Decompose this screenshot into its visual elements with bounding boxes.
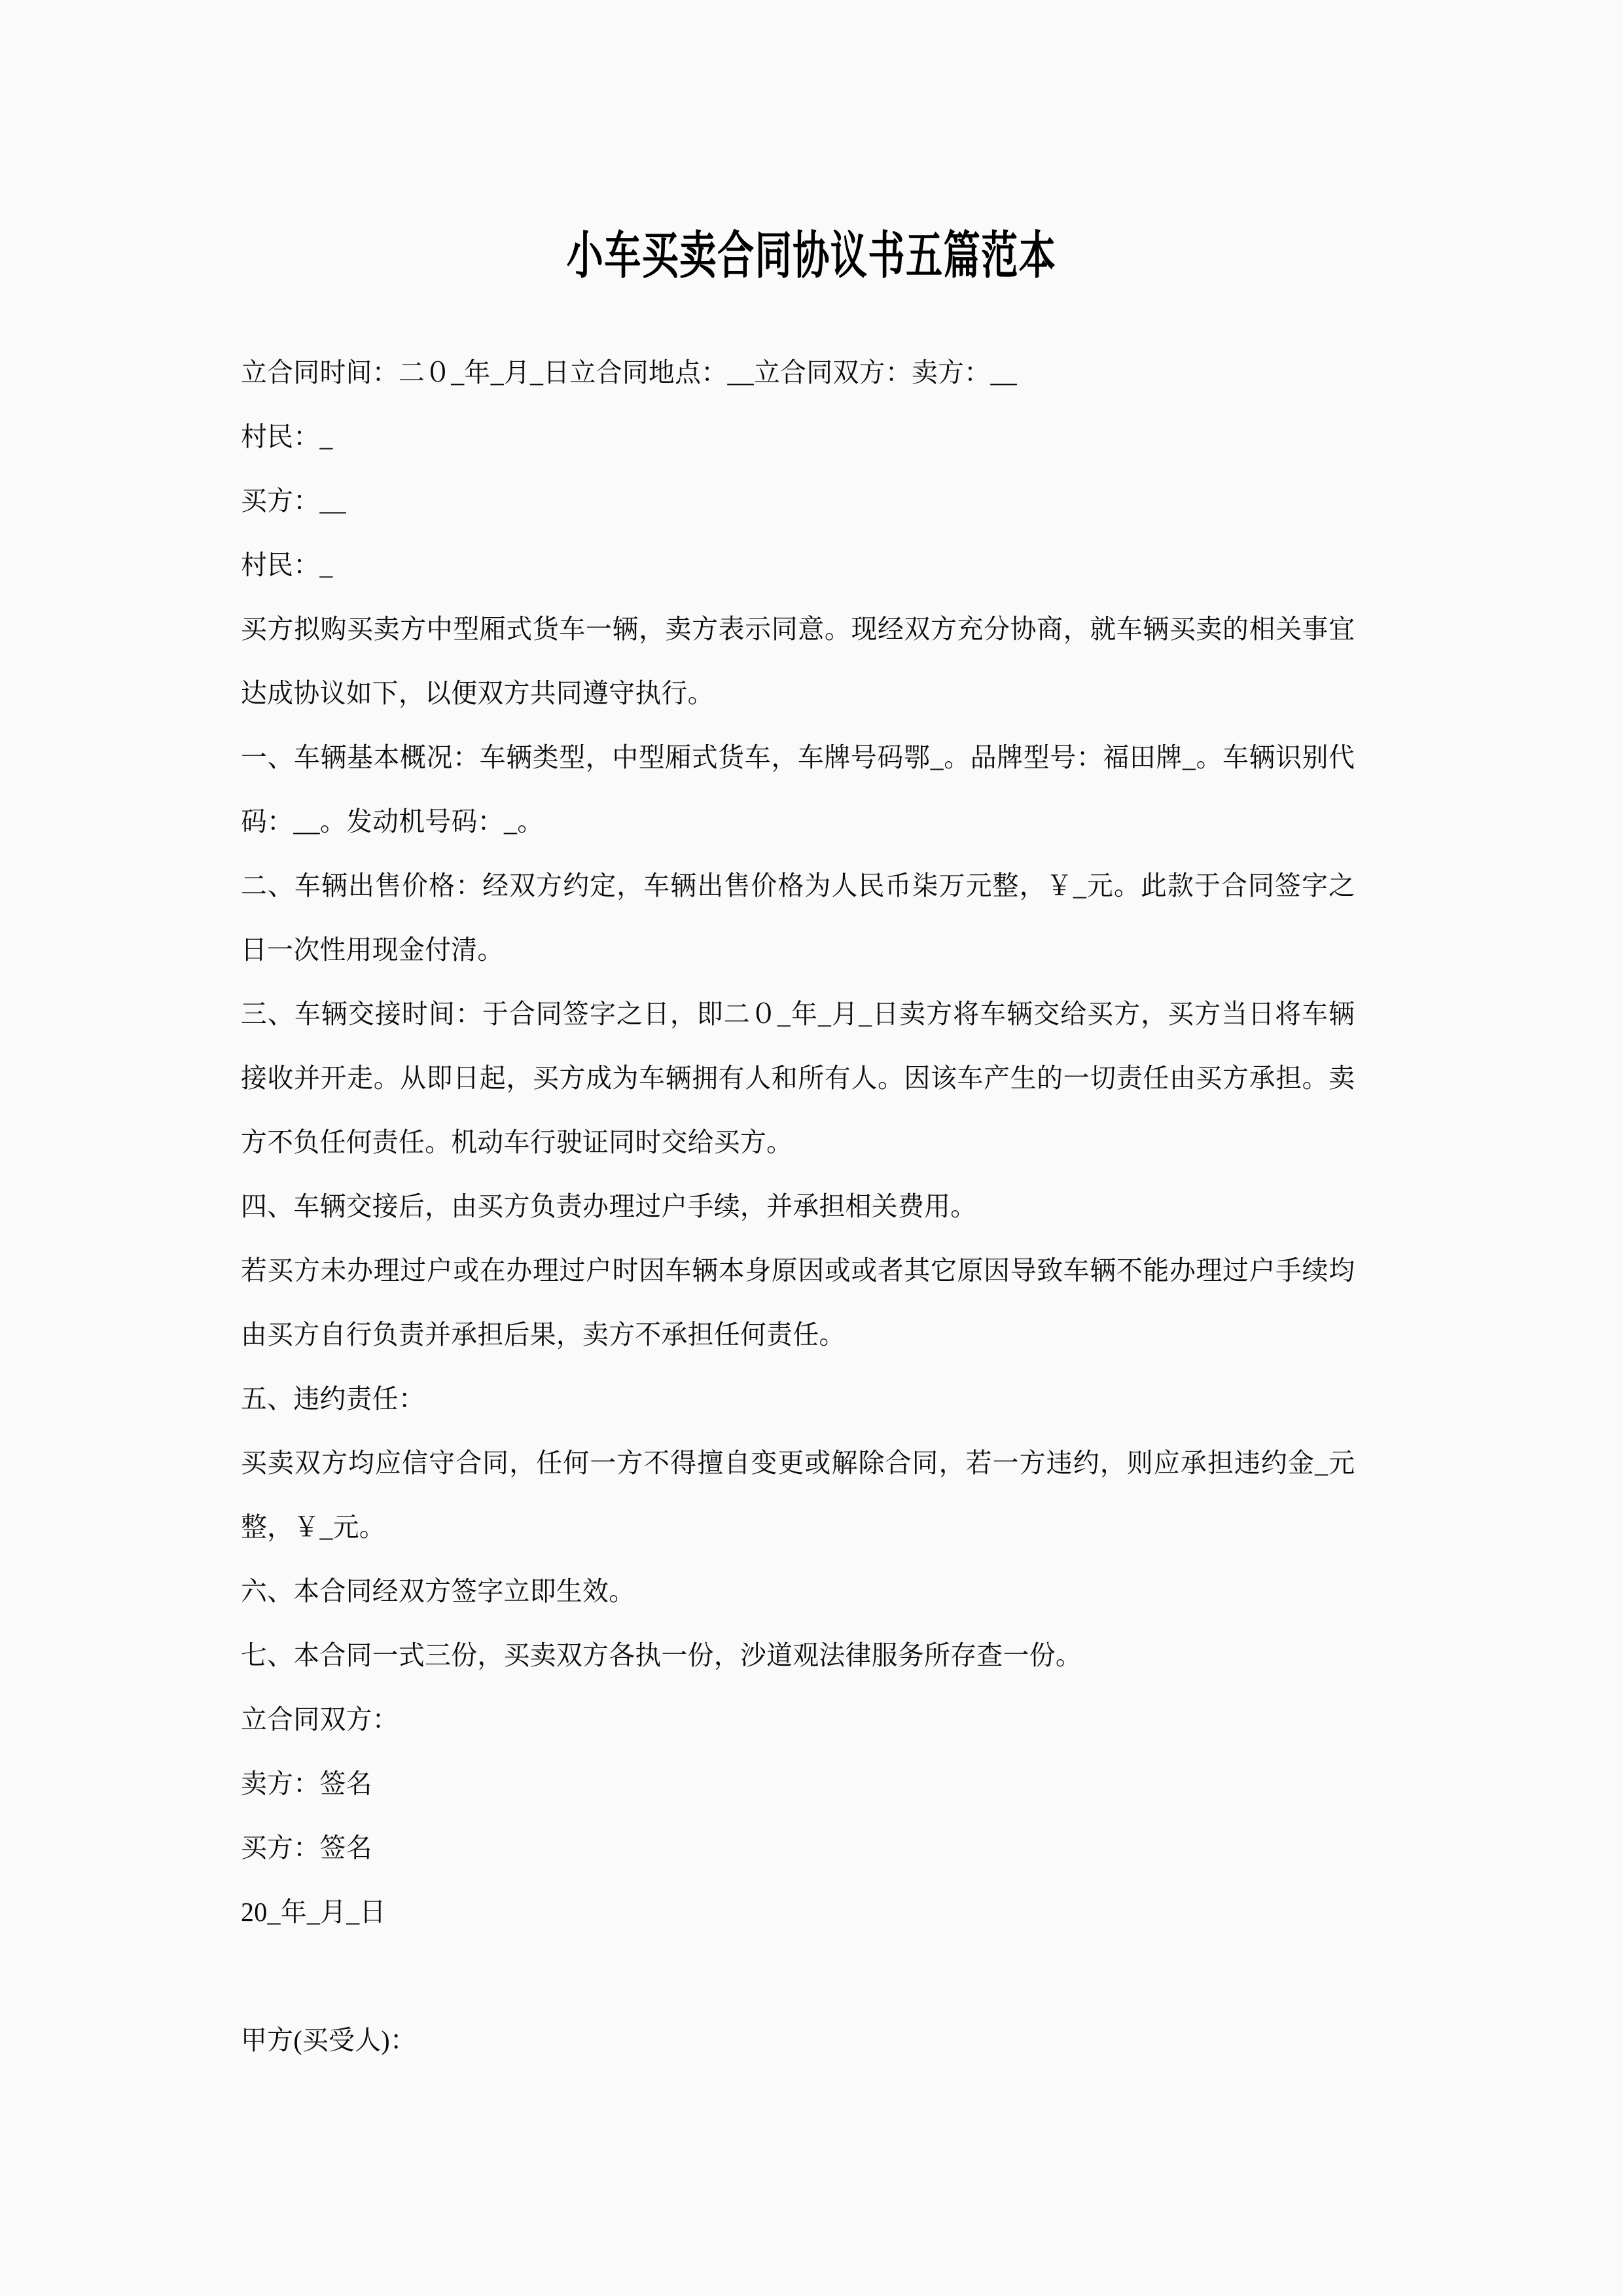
paragraph-clause-6: 六、本合同经双方签字立即生效。 bbox=[241, 1576, 635, 1606]
paragraph-buyer: 买方：__ bbox=[241, 486, 347, 516]
paragraph-signature-heading: 立合同双方： bbox=[241, 1704, 399, 1734]
paragraph-clause-4: 四、车辆交接后，由买方负责办理过户手续，并承担相关费用。 bbox=[241, 1191, 977, 1221]
paragraph-buyer-villager: 村民：_ bbox=[241, 550, 333, 580]
paragraph-signature-date: 20_年_月_日 bbox=[241, 1897, 386, 1927]
paragraph-clause-4-note: 若买方未办理过户或在办理过户时因车辆本身原因或或者其它原因导致车辆不能办理过户手续均由买方自行负责并承担后果，卖方不承担任何责任。 bbox=[241, 1255, 1355, 1350]
paragraph-preamble: 买方拟购买卖方中型厢式货车一辆，卖方表示同意。现经双方充分协商，就车辆买卖的相关事宜达成协议如下，以便双方共同遵守执行。 bbox=[241, 614, 1355, 708]
page-title: 小车买卖合同协议书五篇范本 bbox=[566, 226, 1057, 285]
paragraph-clause-2: 二、车辆出售价格：经双方约定，车辆出售价格为人民币柒万元整，￥_元。此款于合同签字之日一次性用现金付清。 bbox=[241, 870, 1355, 965]
paragraph-signature-buyer: 买方：签名 bbox=[241, 1833, 372, 1863]
paragraph-clause-3: 三、车辆交接时间：于合同签字之日，即二０_年_月_日卖方将车辆交给买方，买方当日将车辆接收并开走。从即日起，买方成为车辆拥有人和所有人。因该车产生的一切责任由买方承担。卖方不负任何责任。机动车行驶证同时交给买方。 bbox=[241, 999, 1355, 1157]
paragraph-clause-5: 五、违约责任： bbox=[241, 1384, 425, 1414]
paragraph-clause-5-note: 买卖双方均应信守合同，任何一方不得擅自变更或解除合同，若一方违约，则应承担违约金_元整，￥_元。 bbox=[241, 1448, 1355, 1542]
document-body bbox=[241, 340, 1389, 2072]
paragraph-party-a-heading: 甲方(买受人)： bbox=[241, 2025, 417, 2055]
paragraph-clause-1: 一、车辆基本概况：车辆类型，中型厢式货车，车牌号码鄂_。品牌型号：福田牌_。车辆识别代码：__。发动机号码：_。 bbox=[241, 742, 1355, 836]
paragraph-signature-seller: 卖方：签名 bbox=[241, 1768, 372, 1799]
paragraph-seller-villager: 村民：_ bbox=[241, 422, 333, 452]
paragraph-spacer bbox=[241, 1944, 1389, 2008]
paragraph-contract-header: 立合同时间：二０_年_月_日立合同地点：__立合同双方：卖方：__ bbox=[241, 357, 1018, 387]
paragraph-clause-7: 七、本合同一式三份，买卖双方各执一份，沙道观法律服务所存查一份。 bbox=[241, 1640, 1082, 1670]
